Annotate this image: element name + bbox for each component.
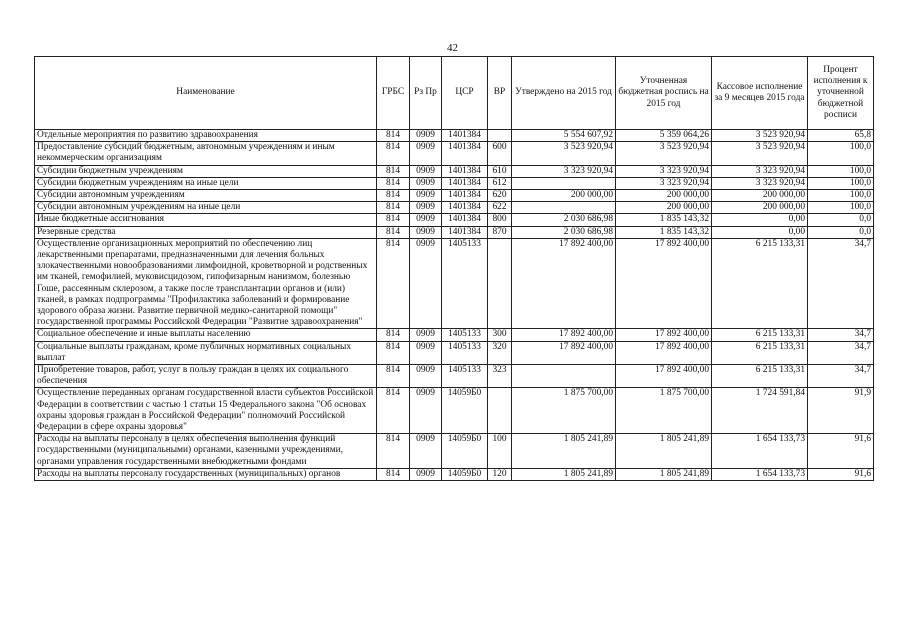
cell-name: Расходы на выплаты персоналу в целях обеспечения выполнения функций государственными (муниципальными) органами, казенными учреждениями, органами управления государственными внебюджетными фондами [35,434,377,469]
header-cash: Кассовое исполнение за 9 месяцев 2015 года [712,57,808,130]
table-row [35,365,874,388]
cell-refined: 17 892 400,00 [616,365,712,388]
cell-approved: 1 875 700,00 [512,388,616,434]
cell-rzpr: 0909 [410,468,442,480]
table-row [35,177,874,189]
cell-csr: 1401384 [442,142,488,165]
cell-percent: 91,6 [808,468,874,480]
table-row [35,341,874,364]
cell-refined: 200 000,00 [616,190,712,202]
table-row [35,165,874,177]
cell-vr: 870 [488,226,512,238]
cell-cash: 3 323 920,94 [712,177,808,189]
cell-cash: 6 215 133,31 [712,329,808,341]
table-row [35,142,874,165]
cell-grbs: 814 [377,177,410,189]
cell-vr: 100 [488,434,512,469]
cell-name: Субсидии автономным учреждениям на иные цели [35,202,377,214]
cell-cash: 3 523 920,94 [712,142,808,165]
cell-refined: 17 892 400,00 [616,329,712,341]
cell-cash: 0,00 [712,214,808,226]
cell-rzpr: 0909 [410,142,442,165]
cell-csr: 14059Б0 [442,434,488,469]
cell-cash: 3 523 920,94 [712,130,808,142]
header-name: Наименование [35,57,377,130]
cell-grbs: 814 [377,329,410,341]
cell-grbs: 814 [377,238,410,329]
cell-name: Иные бюджетные ассигнования [35,214,377,226]
table-row [35,130,874,142]
cell-rzpr: 0909 [410,165,442,177]
cell-refined: 1 805 241,89 [616,468,712,480]
cell-name: Субсидии бюджетным учреждениям на иные цели [35,177,377,189]
cell-approved: 1 805 241,89 [512,468,616,480]
cell-percent: 100,0 [808,165,874,177]
cell-cash: 6 215 133,31 [712,238,808,329]
cell-csr: 1401384 [442,202,488,214]
table-row [35,202,874,214]
cell-cash: 200 000,00 [712,202,808,214]
cell-csr: 1405133 [442,238,488,329]
cell-refined: 1 835 143,32 [616,214,712,226]
cell-vr: 600 [488,142,512,165]
cell-cash: 6 215 133,31 [712,365,808,388]
header-refined: Уточненная бюджетная роспись на 2015 год [616,57,712,130]
cell-refined: 5 359 064,26 [616,130,712,142]
cell-vr: 320 [488,341,512,364]
cell-csr: 14059Б0 [442,468,488,480]
table-row [35,329,874,341]
cell-name: Субсидии автономным учреждениям [35,190,377,202]
cell-grbs: 814 [377,214,410,226]
table-row [35,214,874,226]
cell-refined: 1 875 700,00 [616,388,712,434]
cell-vr: 300 [488,329,512,341]
table-row [35,226,874,238]
cell-refined: 3 323 920,94 [616,177,712,189]
cell-name: Социальное обеспечение и иные выплаты населению [35,329,377,341]
cell-rzpr: 0909 [410,226,442,238]
cell-vr [488,388,512,434]
table-row [35,388,874,434]
header-approved: Утверждено на 2015 год [512,57,616,130]
table-row [35,468,874,480]
cell-csr: 1401384 [442,165,488,177]
page-number: 42 [447,42,458,54]
cell-approved: 5 554 607,92 [512,130,616,142]
cell-percent: 0,0 [808,214,874,226]
cell-name: Отдельные мероприятия по развитию здравоохранения [35,130,377,142]
cell-name: Социальные выплаты гражданам, кроме публичных нормативных социальных выплат [35,341,377,364]
cell-rzpr: 0909 [410,177,442,189]
table-header-row [35,57,874,130]
cell-csr: 1401384 [442,130,488,142]
cell-percent: 34,7 [808,341,874,364]
header-csr: ЦСР [442,57,488,130]
cell-approved: 17 892 400,00 [512,238,616,329]
cell-name: Резервные средства [35,226,377,238]
cell-name: Осуществление организационных мероприятий по обеспечению лиц лекарственными препаратами, предназначенными для лечения больных злокачественными новообразованиями лимфоидной, кроветворной и родственных им тканей, гемофилией, муковисцидозом, гипофизарным нанизмом, болезнью Гоше, рассеянным склерозом, а также после трансплантации органов и (или) тканей, в рамках подпрограммы "Профилактика заболеваний и формирование здорового образа жизни. Развитие первичной медико-санитарной помощи" государственной программы Российской Федерации "Развитие здравоохранения" [35,238,377,329]
cell-rzpr: 0909 [410,202,442,214]
cell-approved: 1 805 241,89 [512,434,616,469]
table-row [35,238,874,329]
cell-grbs: 814 [377,130,410,142]
cell-csr: 1401384 [442,190,488,202]
cell-percent: 100,0 [808,177,874,189]
cell-csr: 1401384 [442,226,488,238]
cell-csr: 1401384 [442,177,488,189]
cell-cash: 3 323 920,94 [712,165,808,177]
cell-approved: 17 892 400,00 [512,329,616,341]
cell-percent: 34,7 [808,329,874,341]
cell-csr: 1405133 [442,329,488,341]
cell-vr [488,238,512,329]
cell-vr: 612 [488,177,512,189]
header-rzpr: Рз Пр [410,57,442,130]
cell-grbs: 814 [377,202,410,214]
cell-rzpr: 0909 [410,214,442,226]
cell-vr [488,130,512,142]
cell-rzpr: 0909 [410,238,442,329]
cell-approved: 2 030 686,98 [512,226,616,238]
cell-vr: 620 [488,190,512,202]
cell-rzpr: 0909 [410,434,442,469]
cell-vr: 622 [488,202,512,214]
table-row [35,434,874,469]
cell-cash: 1 654 133,73 [712,468,808,480]
cell-rzpr: 0909 [410,388,442,434]
table-row [35,190,874,202]
cell-percent: 34,7 [808,238,874,329]
cell-percent: 34,7 [808,365,874,388]
cell-cash: 6 215 133,31 [712,341,808,364]
cell-rzpr: 0909 [410,130,442,142]
cell-cash: 0,00 [712,226,808,238]
cell-percent: 65,8 [808,130,874,142]
cell-approved: 3 523 920,94 [512,142,616,165]
cell-csr: 14059Б0 [442,388,488,434]
cell-cash: 1 724 591,84 [712,388,808,434]
cell-refined: 1 805 241,89 [616,434,712,469]
cell-grbs: 814 [377,388,410,434]
cell-percent: 91,9 [808,388,874,434]
cell-refined: 1 835 143,32 [616,226,712,238]
cell-grbs: 814 [377,341,410,364]
cell-refined: 200 000,00 [616,202,712,214]
cell-refined: 3 523 920,94 [616,142,712,165]
cell-approved: 2 030 686,98 [512,214,616,226]
cell-vr: 800 [488,214,512,226]
cell-grbs: 814 [377,365,410,388]
cell-vr: 610 [488,165,512,177]
cell-percent: 91,6 [808,434,874,469]
cell-csr: 1405133 [442,365,488,388]
cell-rzpr: 0909 [410,190,442,202]
cell-cash: 1 654 133,73 [712,434,808,469]
cell-percent: 0,0 [808,226,874,238]
cell-cash: 200 000,00 [712,190,808,202]
cell-approved [512,177,616,189]
cell-vr: 120 [488,468,512,480]
cell-grbs: 814 [377,468,410,480]
cell-approved: 17 892 400,00 [512,341,616,364]
cell-name: Осуществление переданных органам государственной власти субъектов Российской Федерации в соответствии с частью 1 статьи 15 Федерального закона "Об основах охраны здоровья граждан в Российской Федерации" полномочий Российской Федерации в сфере охраны здоровья" [35,388,377,434]
cell-csr: 1401384 [442,214,488,226]
cell-refined: 3 323 920,94 [616,165,712,177]
cell-rzpr: 0909 [410,365,442,388]
cell-approved [512,365,616,388]
cell-refined: 17 892 400,00 [616,238,712,329]
cell-approved: 3 323 920,94 [512,165,616,177]
cell-name: Предоставление субсидий бюджетным, автономным учреждениям и иным некоммерческим организациям [35,142,377,165]
cell-vr: 323 [488,365,512,388]
header-grbs: ГРБС [377,57,410,130]
cell-rzpr: 0909 [410,341,442,364]
cell-rzpr: 0909 [410,329,442,341]
cell-percent: 100,0 [808,190,874,202]
cell-name: Приобретение товаров, работ, услуг в пользу граждан в целях их социального обеспечения [35,365,377,388]
header-vr: ВР [488,57,512,130]
budget-execution-table [34,56,874,481]
cell-grbs: 814 [377,190,410,202]
cell-grbs: 814 [377,226,410,238]
cell-approved [512,202,616,214]
cell-grbs: 814 [377,165,410,177]
cell-refined: 17 892 400,00 [616,341,712,364]
header-percent: Процент исполнения к уточненной бюджетной росписи [808,57,874,130]
cell-name: Расходы на выплаты персоналу государственных (муниципальных) органов [35,468,377,480]
cell-percent: 100,0 [808,202,874,214]
cell-percent: 100,0 [808,142,874,165]
cell-csr: 1405133 [442,341,488,364]
cell-grbs: 814 [377,142,410,165]
cell-approved: 200 000,00 [512,190,616,202]
cell-grbs: 814 [377,434,410,469]
cell-name: Субсидии бюджетным учреждениям [35,165,377,177]
